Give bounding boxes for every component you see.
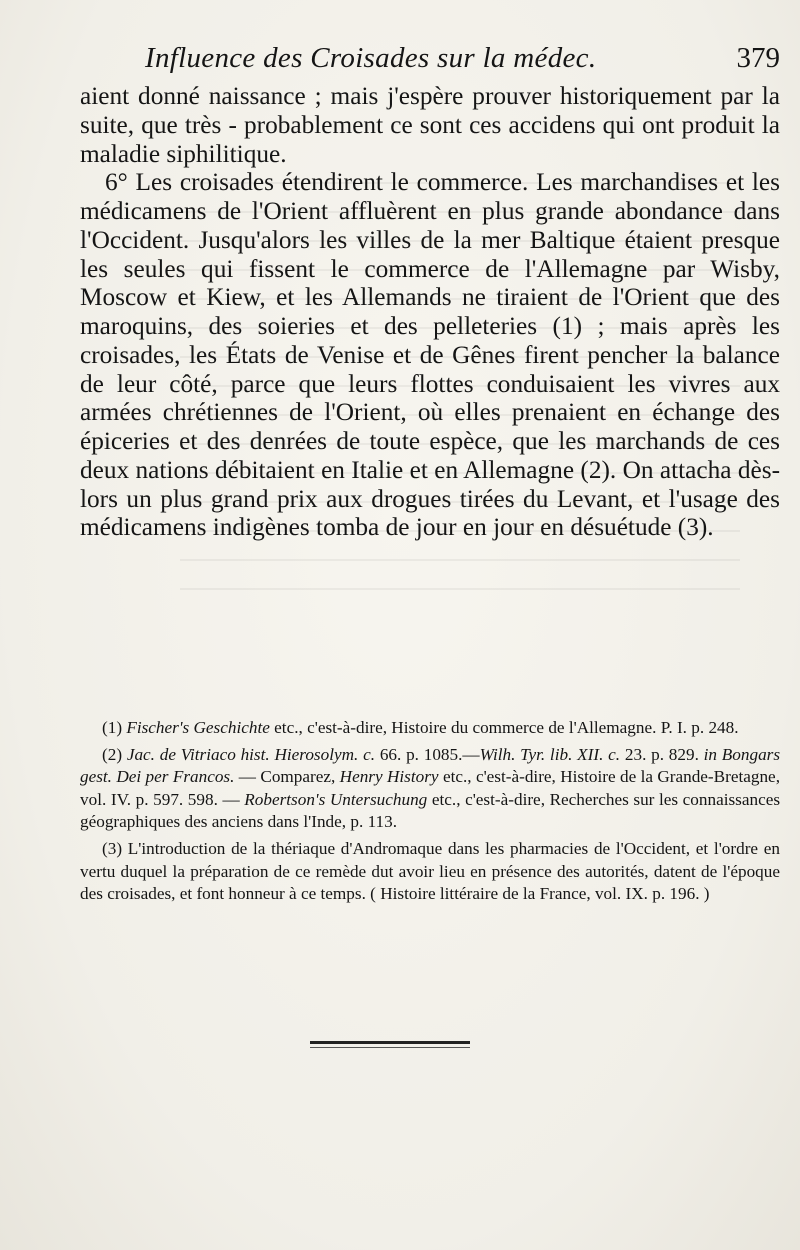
footnote-text: L'introduction de la thériaque d'Andromaque dans les pharmacies de l'Occident, et l'ordre en vertu duquel la préparation de ce remède dut avoir lieu en présence des autorités, datent de l'époque des croisades, et font honneur à ce temps. ( Histoire littéraire de la France, vol. IX. p. 196. )	[80, 838, 780, 904]
footnote-text: etc., c'est-à-dire, Histoire du commerce de l'Allemagne. P. I. p. 248.	[274, 718, 739, 737]
footnote-1	[80, 717, 780, 740]
footnote-marker: (1)	[102, 718, 123, 737]
main-text	[80, 82, 780, 542]
footnote-text: 66. p. 1085.—	[379, 744, 480, 764]
footnote-text: etc., c'est-à-dire, Histoire de la Grande-Bretagne, vol. IV. p. 597. 598. —	[80, 767, 780, 809]
page-header	[80, 40, 780, 84]
footnote-marker: (2)	[102, 744, 123, 764]
footnote-marker: (3)	[102, 838, 123, 858]
running-title: Influence des Croisades sur la médec.	[145, 42, 597, 74]
footnote-text: — Comparez,	[238, 767, 336, 787]
citation-title: Henry History	[339, 767, 439, 787]
footnote-text: 23. p. 829.	[624, 744, 699, 764]
paragraph-continuation: aient donné naissance ; mais j'espère prouver historiquement par la suite, que très - probablement ce sont ces accidens qui ont produit la maladie siphilitique.	[80, 82, 780, 168]
citation-title: Fischer's Geschichte	[126, 718, 270, 737]
citation-title: Robertson's Untersuchung	[244, 789, 428, 809]
footnote-3	[80, 838, 780, 906]
footnote-text: etc., c'est-à-dire, Recherches sur les connaissances géographiques des anciens dans l'Inde, p. 113.	[80, 789, 781, 832]
end-rule	[310, 1041, 470, 1044]
footnote-2	[80, 744, 780, 834]
page-number: 379	[736, 42, 780, 74]
citation-title: in Bongars gest. Dei per Francos.	[80, 744, 781, 787]
citation-title: Jac. de Vitriaco hist. Hierosolym. c.	[126, 744, 376, 764]
citation-title: Wilh. Tyr. lib. XII. c.	[479, 744, 621, 764]
paragraph-commerce: 6° Les croisades étendirent le commerce. Les marchandises et les médicamens de l'Orient affluèrent en plus grande abondance dans l'Occident. Jusqu'alors les villes de la mer Baltique étaient presque les seules qui fissent le commerce de l'Allemagne par Wisby, Moscow et Kiew, et les Allemands ne tiraient de l'Orient que des maroquins, des soieries et des pelleteries (1) ; mais après les croisades, les États de Venise et de Gênes firent pencher la balance de leur côté, parce que leurs flottes conduisaient les vivres aux armées chrétiennes de l'Orient, où elles prenaient en échange des épiceries et des denrées de toute espèce, que les marchands de ces deux nations débitaient en Italie et en Allemagne (2). On attacha dès-lors un plus grand prix aux drogues tirées du Levant, et l'usage des médicamens indigènes tomba de jour en jour en désuétude (3).	[80, 168, 780, 542]
footnotes	[80, 717, 780, 910]
